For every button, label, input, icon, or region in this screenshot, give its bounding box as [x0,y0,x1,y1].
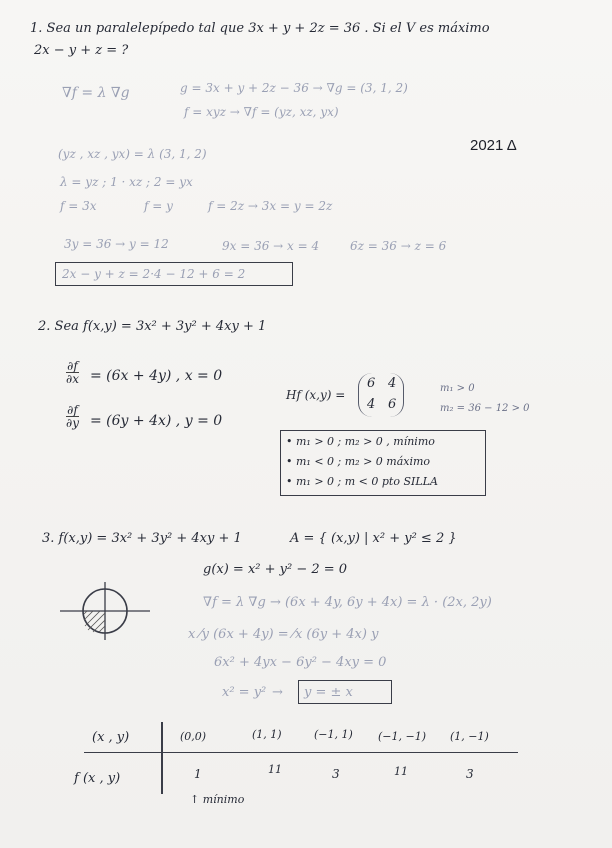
expanded-equation: 6x² + 4yx − 6y² − 4xy = 0 [214,655,387,670]
table-val-5: 3 [466,767,474,781]
table-col-5: (1, −1) [450,730,489,743]
problem-1-question: 2x − y + z = ? [34,43,129,58]
table-val-3: 3 [332,767,340,781]
constraint-gradient: g = 3x + y + 2z − 36 → ∇g = (3, 1, 2) [180,81,408,95]
hessian-label: Hf (x,y) = [286,388,346,402]
minimum-annotation: ↑ mínimo [190,793,245,806]
criteria-minimum: • m₁ > 0 ; m₂ > 0 , mínimo [286,435,435,448]
hessian-m12: 4 [388,376,397,391]
table-header-xy: (x , y) [92,730,130,745]
lagrange-system: ∇f = λ ∇g → (6x + 4y, 6y + 4x) = λ · (2x, 2y) [203,595,492,610]
hessian-m11: 6 [367,376,376,391]
constraint-function: g(x) = x² + y² − 2 = 0 [203,562,348,577]
minor-1: m₁ > 0 [440,383,475,394]
disk-sketch-icon [58,580,152,642]
hessian-matrix [358,373,404,417]
partial-y-fraction: $\frac{\partial f}{\partial y}$ [66,403,79,430]
answer-text: 2x − y + z = 2·4 − 12 + 6 = 2 [62,267,246,281]
table-header-fxy: f (x , y) [74,771,121,786]
solution-y-pm-x: y = ± x [304,685,353,700]
problem-2-statement: 2. Sea f(x,y) = 3x² + 3y² + 4xy + 1 [38,319,267,334]
partial-y: = (6y + 4x) , y = 0 [90,413,223,429]
table-col-4: (−1, −1) [378,730,427,743]
table-col-2: (1, 1) [252,728,282,741]
table-vertical-rule [161,722,163,794]
hessian-m21: 4 [367,397,376,412]
table-val-1: 1 [194,767,202,781]
table-val-2: 11 [268,763,282,776]
squares-equal: x² = y² [222,685,267,700]
relation-a: f = 3x [60,199,97,213]
region-definition: A = { (x,y) | x² + y² ≤ 2 } [290,531,457,546]
year-label: 2021 Δ [470,137,517,154]
criteria-maximum: • m₁ < 0 ; m₂ > 0 máximo [286,455,431,468]
solve-y: 3y = 36 → y = 12 [64,237,169,251]
cross-multiply: x ⁄y (6x + 4y) = ⁄x (6y + 4x) y [188,627,379,642]
problem-3-statement: 3. f(x,y) = 3x² + 3y² + 4xy + 1 [42,531,242,546]
lagrange-condition: ∇f = λ ∇g [62,85,130,101]
problem-1-statement: 1. Sea un paralelepípedo tal que 3x + y + 2z = 36 . Si el V es máximo [30,21,490,36]
table-col-3: (−1, 1) [314,728,353,741]
minor-2: m₂ = 36 − 12 > 0 [440,403,530,414]
solve-x: 9x = 36 → x = 4 [222,239,320,253]
relation-c: f = 2z → 3x = y = 2z [208,199,333,213]
system-equation: (yz , xz , yx) = λ (3, 1, 2) [58,147,207,161]
table-col-1: (0,0) [180,730,207,743]
implies-arrow: → [272,685,283,700]
partial-x-fraction: $\frac{\partial f}{\partial x}$ [66,359,79,386]
hessian-m22: 6 [388,397,397,412]
partial-x: = (6x + 4y) , x = 0 [90,368,223,384]
objective-gradient: f = xyz → ∇f = (yz, xz, yx) [184,105,339,119]
table-horizontal-rule [84,752,518,753]
system-components: λ = yz ; 1 · xz ; 2 = yx [60,175,193,189]
table-val-4: 11 [394,765,408,778]
relation-b: f = y [144,199,173,213]
criteria-saddle: • m₁ > 0 ; m < 0 pto SILLA [286,475,438,488]
solve-z: 6z = 36 → z = 6 [350,239,447,253]
